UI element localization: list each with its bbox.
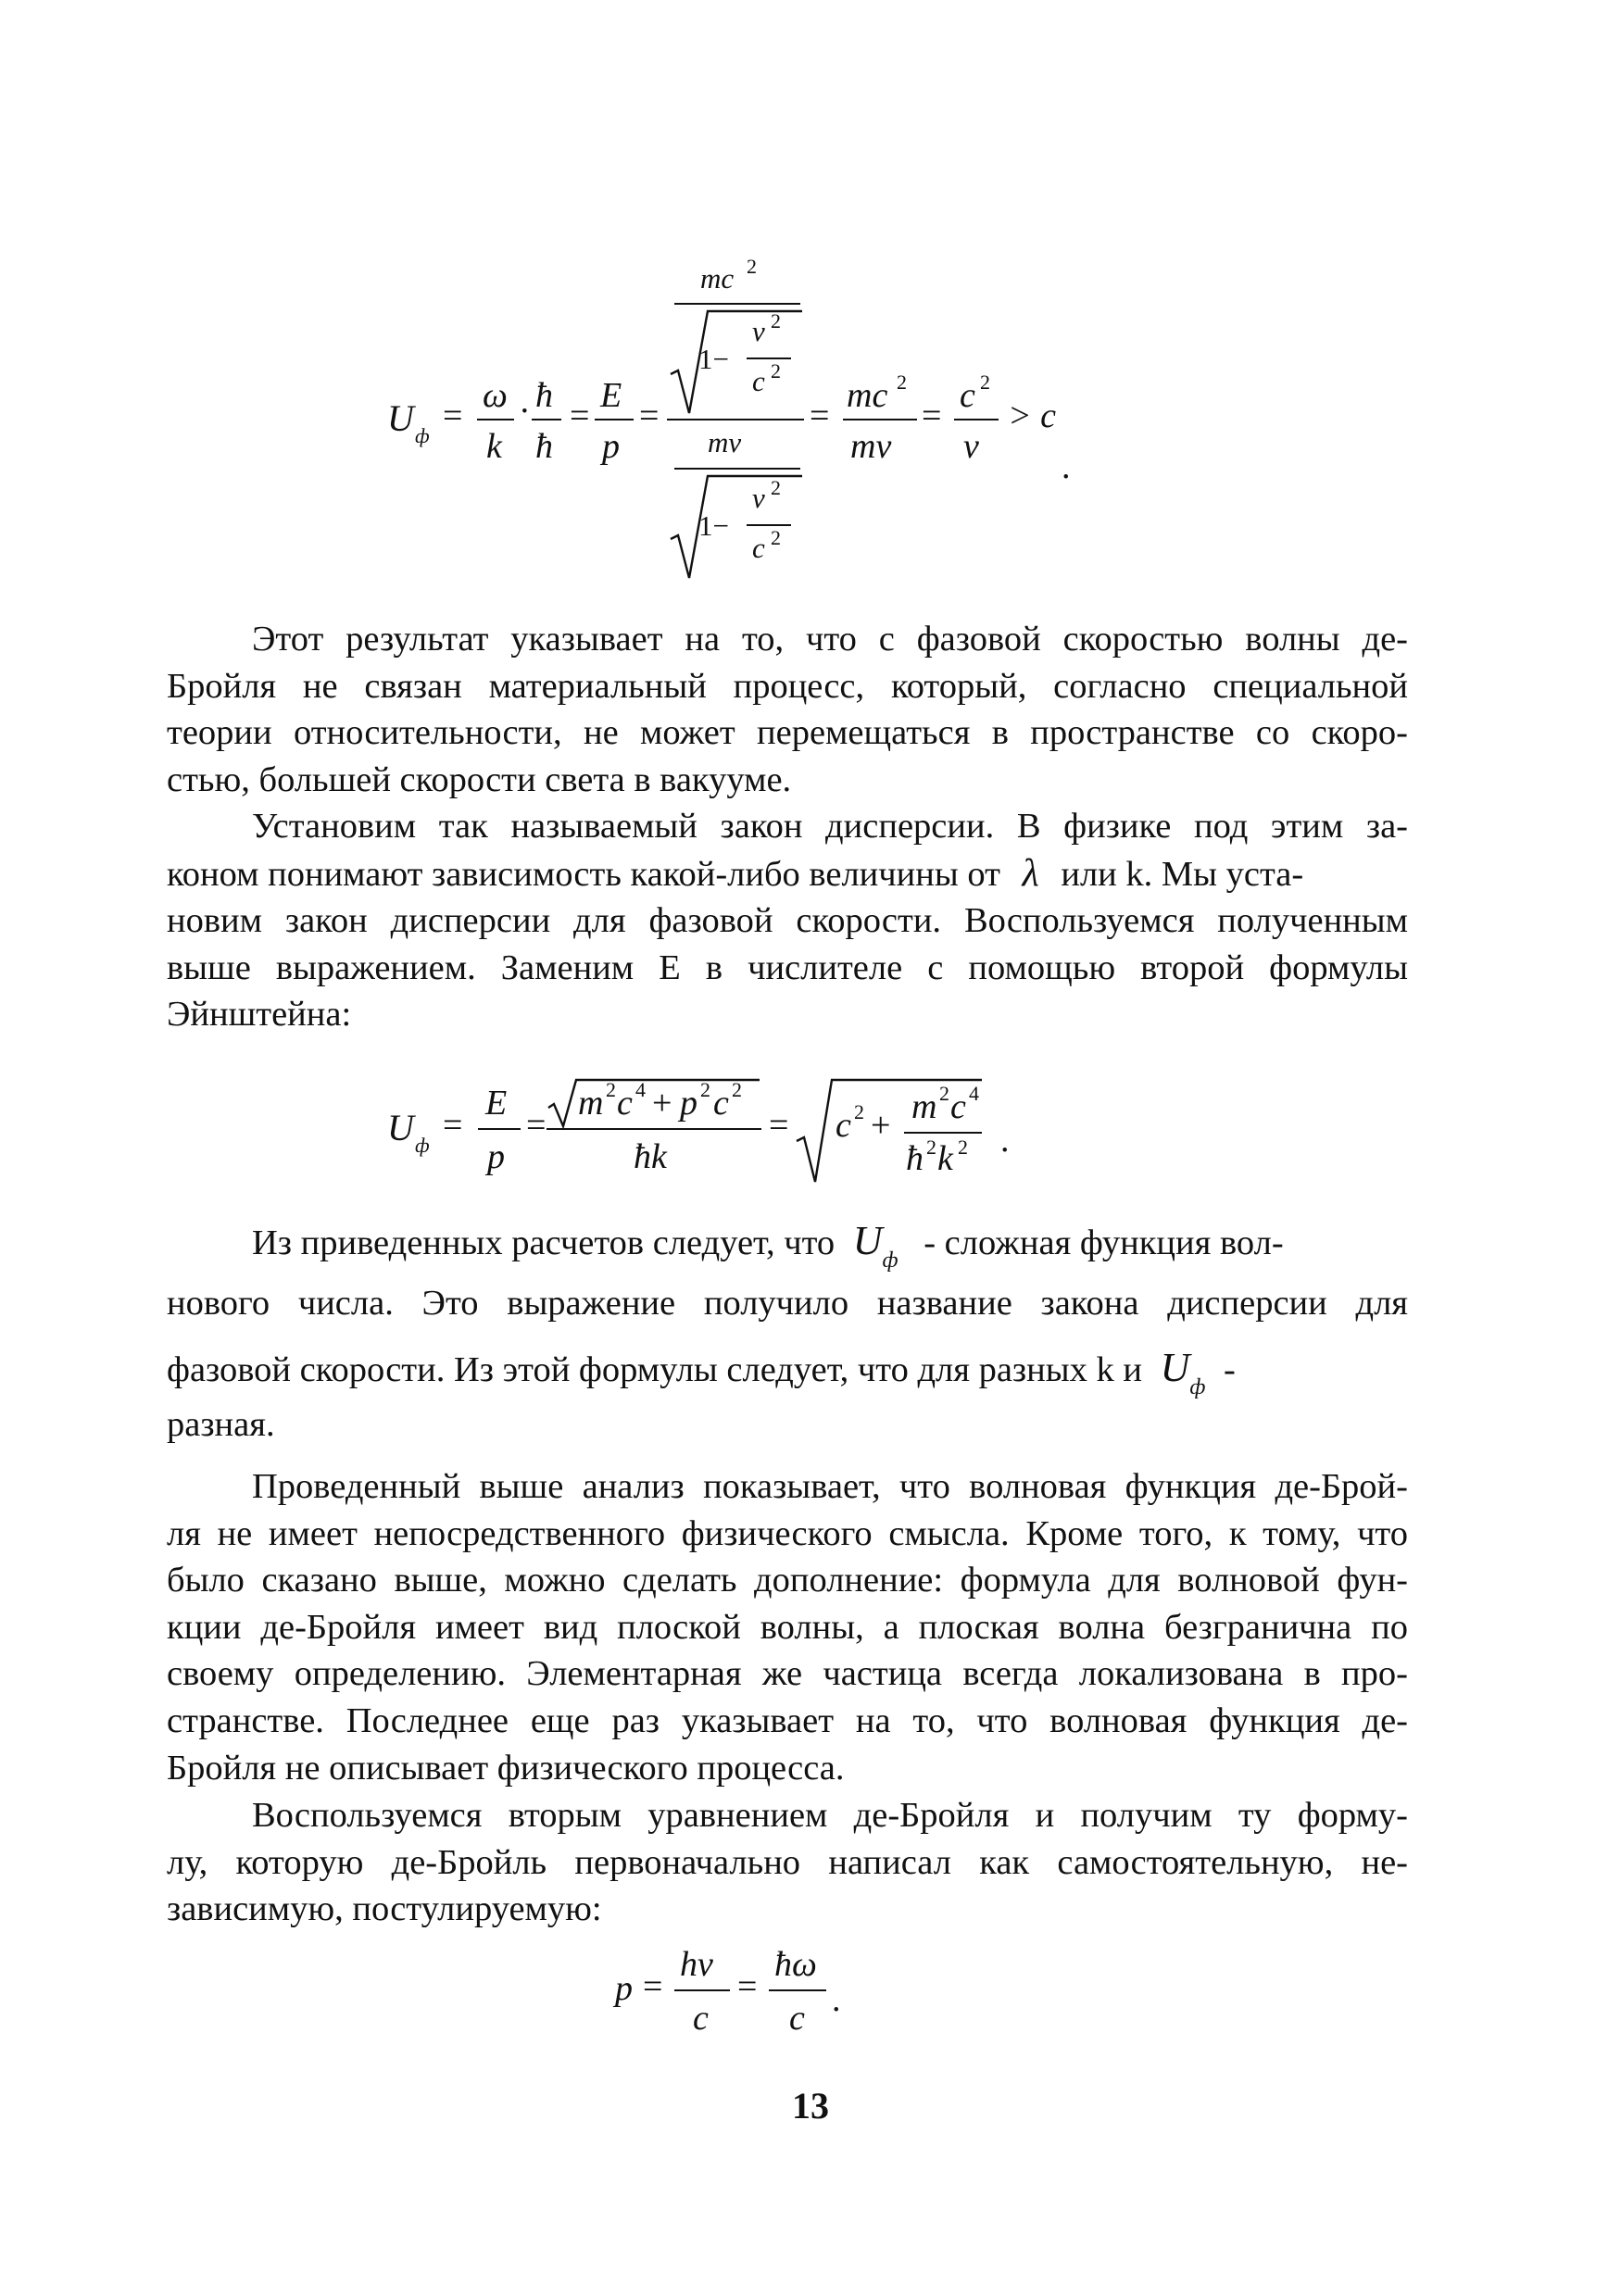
sup-4: 4 — [635, 1078, 646, 1101]
formula1-lhs: U — [387, 397, 414, 439]
sup-2: 2 — [771, 476, 781, 499]
p: p — [602, 427, 620, 466]
eq-sign: = — [443, 396, 463, 435]
eq-sign: = — [526, 1106, 547, 1145]
fraction-bar — [595, 419, 634, 420]
eq-sign: = — [810, 396, 830, 435]
sup-2: 2 — [897, 370, 907, 394]
p5-line-2: лу, которую де-Бройль первоначально написал как самостоятельную, не- — [167, 1842, 1408, 1882]
sup-4: 4 — [969, 1082, 979, 1105]
p1-line-4: стью, большей скорости света в вакууме. — [167, 759, 792, 799]
mc: mc — [847, 376, 888, 415]
eq-sign: = — [922, 396, 942, 435]
one-minus: 1− — [698, 509, 729, 542]
p3-line-3-b: - — [1224, 1350, 1236, 1389]
mc: mc — [700, 262, 735, 295]
U-subscript: ф — [1189, 1375, 1206, 1399]
U: U — [387, 1107, 414, 1148]
hbar: ħ — [535, 376, 553, 415]
mv: mv — [708, 426, 742, 458]
p3-line-1-b: - сложная функция вол- — [924, 1223, 1284, 1262]
eq-sign: = — [769, 1106, 789, 1145]
one-minus: 1− — [698, 343, 729, 375]
fraction-bar — [674, 1989, 730, 1991]
c: c — [960, 376, 975, 415]
U-subscript: ф — [415, 1134, 430, 1157]
E: E — [600, 376, 622, 415]
m: m — [911, 1087, 937, 1126]
omega: ω — [483, 376, 508, 415]
paragraph-4 — [167, 1463, 1408, 1791]
formula1-lhs-sub: ф — [415, 424, 430, 447]
k: k — [937, 1139, 953, 1178]
eq-sign: = — [737, 1967, 758, 2006]
h-nu: hν — [680, 1945, 713, 1984]
c: c — [617, 1084, 633, 1123]
p1-line-1: Этот результат указывает на то, что с фазовой скоростью волны де- — [252, 620, 1408, 659]
p4-line-2: ля не имеет непосредственного физического смысла. Кроме того, к тому, что — [167, 1513, 1408, 1553]
c: c — [693, 1999, 709, 2038]
hbar: ħ — [906, 1139, 924, 1178]
p2-line-3: новим закон дисперсии для фазовой скорости. Воспользуемся полученным — [167, 901, 1408, 941]
paragraph-5 — [167, 1792, 1408, 1933]
p5-line-3: зависимую, постулируемую: — [167, 1889, 602, 1929]
sup-2: 2 — [980, 370, 990, 394]
fraction-bar — [747, 524, 791, 526]
fraction-bar — [674, 468, 800, 470]
paragraph-1 — [167, 616, 1408, 803]
fraction-bar — [477, 419, 514, 420]
p2-line-1: Установим так называемый закон дисперсии. В физике под этим за- — [252, 807, 1408, 846]
sup-2: 2 — [771, 309, 781, 332]
p3-line-3-a: фазовой скорости. Из этой формулы следует, что для разных k и — [167, 1350, 1142, 1389]
eq-sign: = — [443, 1106, 463, 1145]
p4-line-4: кции де-Бройля имеет вид плоской волны, а плоская волна безгранична по — [167, 1607, 1408, 1647]
v: v — [963, 427, 979, 466]
lambda-symbol: λ — [1022, 851, 1039, 895]
p4-line-3: было сказано выше, можно сделать дополнение: формула для волновой фун- — [167, 1561, 1408, 1600]
p4-line-7: Бройля не описывает физического процесса. — [167, 1748, 845, 1788]
page-number: 13 — [792, 2085, 829, 2127]
k: k — [486, 427, 502, 466]
p4-line-5: своему определению. Элементарная же частица всегда локализована в про- — [167, 1654, 1408, 1694]
sup-2: 2 — [700, 1078, 710, 1101]
c: c — [752, 365, 765, 397]
sup-2: 2 — [854, 1100, 864, 1123]
sup-2: 2 — [771, 359, 781, 383]
paragraph-2 — [167, 803, 1408, 1038]
p2-line-5: Эйнштейна: — [167, 995, 352, 1035]
v: v — [752, 482, 765, 514]
sup-2: 2 — [747, 255, 757, 278]
fraction-bar — [954, 419, 999, 420]
p2-line-4: выше выражением. Заменим E в числителе с помощью второй формулы — [167, 947, 1408, 987]
sup-2: 2 — [606, 1078, 616, 1101]
E: E — [485, 1084, 508, 1123]
p3-line-4: разная. — [167, 1405, 275, 1444]
eq-sign: = — [570, 396, 590, 435]
greater-than-c: > c — [1008, 396, 1057, 435]
mv: mv — [850, 427, 892, 466]
eq-sign: = — [643, 1967, 663, 2006]
c: c — [789, 1999, 805, 2038]
U-symbol: U — [1160, 1345, 1190, 1390]
fraction-bar — [478, 1128, 521, 1130]
fraction-bar — [532, 419, 561, 420]
dot: · — [519, 392, 531, 431]
p: p — [487, 1137, 505, 1176]
hbar-k: ħk — [634, 1137, 667, 1176]
p3-line-1-a: Из приведенных расчетов следует, что — [252, 1223, 836, 1262]
plus: + — [652, 1084, 672, 1123]
fraction-bar — [674, 303, 800, 305]
sup-2: 2 — [771, 526, 781, 549]
fraction-bar — [904, 1132, 982, 1134]
p: p — [680, 1084, 697, 1123]
p5-line-1: Воспользуемся вторым уравнением де-Бройля и получим ту форму- — [252, 1796, 1408, 1835]
hbar-omega: ħω — [774, 1945, 817, 1984]
period: . — [1000, 1121, 1010, 1160]
v: v — [752, 315, 765, 347]
p1-line-3: теории относительности, не может перемещаться в пространстве со скоро- — [167, 713, 1408, 753]
p1-line-2: Бройля не связан материальный процесс, который, согласно специальной — [167, 666, 1408, 706]
period: . — [832, 1980, 841, 2019]
fraction-bar — [769, 1989, 826, 1991]
c: c — [752, 532, 765, 564]
p4-line-1: Проведенный выше анализ показывает, что волновая функция де-Брой- — [252, 1467, 1408, 1506]
c: c — [950, 1087, 966, 1126]
c: c — [836, 1106, 851, 1145]
sup-2: 2 — [732, 1078, 742, 1101]
p: p — [615, 1969, 633, 2008]
m: m — [578, 1084, 604, 1123]
p2-line-2-b: или k. Мы уста- — [1061, 854, 1304, 894]
hbar: ħ — [535, 427, 553, 466]
period: . — [1062, 447, 1071, 486]
fraction-bar — [747, 358, 791, 359]
p2-line-2-a: коном понимают зависимость какой-либо величины от — [167, 854, 1000, 894]
U-symbol: U — [852, 1218, 883, 1263]
eq-sign: = — [639, 396, 660, 435]
fraction-bar — [547, 1128, 761, 1130]
paragraph-3 — [167, 1213, 1408, 1452]
p4-line-6: странстве. Последнее еще раз указывает на то, что волновая функция де- — [167, 1700, 1408, 1740]
main-fraction-bar — [667, 419, 804, 420]
p3-line-2: нового числа. Это выражение получило название закона дисперсии для — [167, 1284, 1408, 1323]
sqrt-sign — [669, 307, 804, 417]
plus: + — [871, 1106, 891, 1145]
sqrt-sign — [669, 472, 804, 582]
c: c — [713, 1084, 729, 1123]
U-subscript: ф — [882, 1248, 898, 1273]
sup-2: 2 — [926, 1135, 936, 1159]
sup-2: 2 — [958, 1135, 968, 1159]
fraction-bar — [843, 419, 917, 420]
sup-2: 2 — [939, 1082, 949, 1105]
